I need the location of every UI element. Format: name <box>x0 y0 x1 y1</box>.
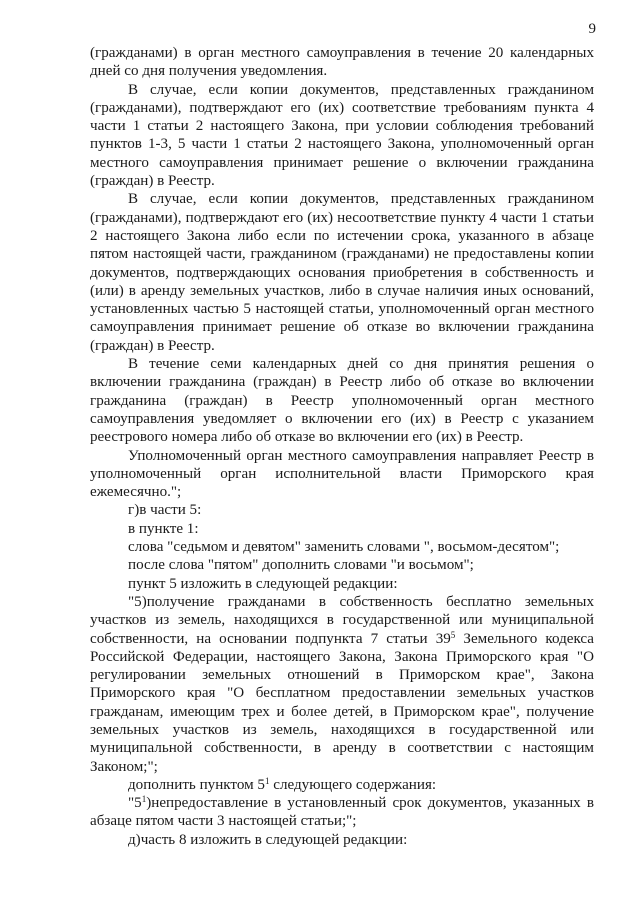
paragraph-text: "5)получение гражданами в собственность бесплатно земельных участков из земель, находящихся в государственной или муниципальной собственности, на основании подпункта 7 статьи 39 <box>90 593 594 647</box>
paragraph: г)в части 5: <box>128 502 202 519</box>
paragraph: В случае, если копии документов, представленных гражданином (гражданами), подтверждают его (их) соответствие требованиям пункта 4 части 1 статьи 2 настоящего Закона, при условии соблюдения требований пунктов 1-3, 5 части 1 статьи 2 настоящего Закона, уполномоченный орган местного самоуправления принимает решение о включении гражданина (граждан) в Реестр. <box>90 81 594 190</box>
paragraph <box>90 776 594 794</box>
paragraph: (гражданами) в орган местного самоуправления в течение 20 календарных дней со дня получения уведомления. <box>90 45 594 80</box>
page-number: 9 <box>588 21 596 37</box>
paragraph: после слова "пятом" дополнить словами "и восьмом"; <box>128 557 474 574</box>
paragraph: в пункте 1: <box>128 520 199 537</box>
document-body <box>90 44 594 849</box>
paragraph <box>90 593 594 776</box>
paragraph-text: )непредоставление в установленный срок документов, указанных в абзаце пятом части 3 настоящей статьи;"; <box>90 795 594 830</box>
paragraph: д)часть 8 изложить в следующей редакции: <box>128 831 408 848</box>
paragraph-text: "5 <box>128 795 142 812</box>
paragraph <box>90 794 594 831</box>
paragraph: пункт 5 изложить в следующей редакции: <box>128 575 398 592</box>
superscript: 5 <box>450 629 456 640</box>
paragraph: В случае, если копии документов, представленных гражданином (гражданами), подтверждают его (их) несоответствие пункту 4 части 1 статьи 2 настоящего Закона либо если по истечении срока, указанного в абзаце пятом настоящей части, гражданином (гражданами) не предоставлены копии документов, подтверждающих основания приобретения в собственность и (или) в аренду земельных участков, либо в случае наличия иных оснований, установленных частью 5 настоящей статьи, уполномоченный орган местного самоуправления принимает решение об отказе во включении гражданина (граждан) в Реестр. <box>90 191 594 354</box>
superscript: 1 <box>264 775 270 786</box>
paragraph: В течение семи календарных дней со дня принятия решения о включении гражданина (граждан) в Реестр либо об отказе во включении гражданина (граждан) в Реестр уполномоченный орган местного самоуправления уведомляет о включении его (их) в Реестр с указанием реестрового номера либо об отказе во включении его (их) в Реестр. <box>90 356 594 446</box>
paragraph: Уполномоченный орган местного самоуправления направляет Реестр в уполномоченный орган исполнительной власти Приморского края ежемесячно."; <box>90 447 594 501</box>
paragraph-text: дополнить пунктом 5 <box>128 776 265 793</box>
paragraph-text: Земельного кодекса Российской Федерации, настоящего Закона, Закона Приморского края "О регулировании земельных отношений в Приморском крае", Закона Приморского края "О бесплатном предоставлении земельных участков гражданам, имеющим трех и более детей, в Приморском крае", получение земельных участков из земель, находящихся в государственной или муниципальной собственности, в аренду в соответствии с настоящим Законом;"; <box>90 630 594 775</box>
paragraph-text: следующего содержания: <box>269 776 437 793</box>
superscript: 1 <box>141 794 147 805</box>
paragraph: слова "седьмом и девятом" заменить словами ", восьмом-десятом"; <box>128 539 560 556</box>
